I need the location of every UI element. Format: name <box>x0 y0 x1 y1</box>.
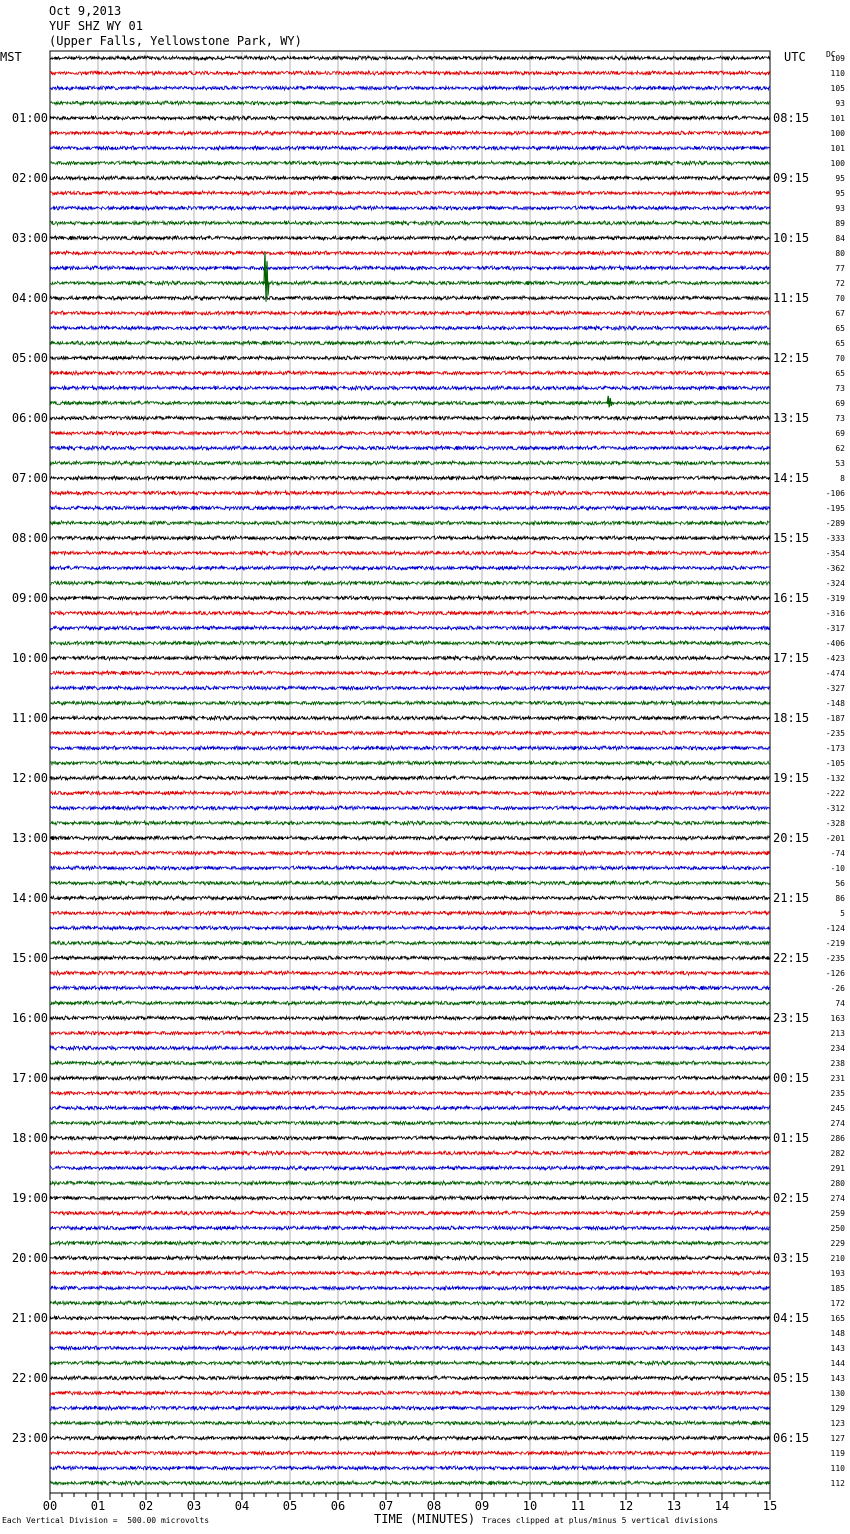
dc-offset-value: 274 <box>830 1119 845 1128</box>
left-hour-label: 14:00 <box>11 891 48 905</box>
trace-row <box>50 1091 770 1095</box>
trace-row <box>50 911 770 915</box>
x-tick-label: 09 <box>474 1499 490 1513</box>
x-tick-label: 06 <box>330 1499 346 1513</box>
dc-offset-value: 280 <box>830 1179 845 1188</box>
x-tick-label: 13 <box>666 1499 682 1513</box>
right-hour-label: 04:15 <box>773 1311 810 1325</box>
trace-row <box>50 221 770 225</box>
trace-row <box>50 311 770 315</box>
clip-note: Traces clipped at plus/minus 5 vertical divisions <box>482 1516 719 1525</box>
x-tick-label: 02 <box>138 1499 154 1513</box>
dc-offset-value: 110 <box>830 1464 845 1473</box>
right-hour-label: 01:15 <box>773 1131 810 1145</box>
trace-row <box>50 461 770 465</box>
trace-row <box>50 1151 770 1155</box>
trace-row <box>50 1391 770 1395</box>
trace-row <box>50 821 770 825</box>
station-location: (Upper Falls, Yellowstone Park, WY) <box>49 34 302 48</box>
trace-row <box>50 146 770 150</box>
dc-offset-value: 69 <box>835 399 845 408</box>
right-hour-label: 22:15 <box>773 951 810 965</box>
right-hour-label: 20:15 <box>773 831 810 845</box>
dc-offset-value: 69 <box>835 429 845 438</box>
dc-offset-value: 70 <box>835 294 845 303</box>
right-hour-label: 23:15 <box>773 1011 810 1025</box>
dc-offset-value: -148 <box>825 699 845 708</box>
dc-offset-value: 53 <box>835 459 845 468</box>
left-hour-label: 02:00 <box>11 171 48 185</box>
x-tick-label: 05 <box>282 1499 298 1513</box>
dc-offset-value: 291 <box>830 1164 845 1173</box>
dc-offset-value: 274 <box>830 1194 845 1203</box>
dc-offset-value: 8 <box>840 474 845 483</box>
dc-offset-value: 73 <box>835 384 845 393</box>
trace-row <box>50 686 770 690</box>
dc-offset-value: 163 <box>830 1014 845 1023</box>
trace-row <box>50 1301 770 1305</box>
dc-offset-value: -132 <box>825 774 845 783</box>
x-tick-label: 15 <box>762 1499 778 1513</box>
x-axis-title: TIME (MINUTES) <box>374 1512 476 1526</box>
dc-offset-value: -354 <box>825 549 845 558</box>
dc-offset-value: 148 <box>830 1329 845 1338</box>
right-timezone-label: UTC <box>784 50 806 64</box>
trace-row <box>50 986 770 990</box>
trace-row <box>50 641 770 645</box>
trace-row <box>50 611 770 615</box>
dc-offset-value: -406 <box>825 639 845 648</box>
left-hour-label: 07:00 <box>11 471 48 485</box>
dc-offset-value: 127 <box>830 1434 845 1443</box>
dc-offset-value: -201 <box>825 834 845 843</box>
left-hour-label: 12:00 <box>11 771 48 785</box>
trace-row <box>50 296 770 300</box>
trace-row <box>50 881 770 885</box>
trace-row <box>50 941 770 945</box>
x-tick-label: 01 <box>90 1499 106 1513</box>
trace-row <box>50 551 770 555</box>
trace-row <box>50 566 770 570</box>
right-hour-label: 12:15 <box>773 351 810 365</box>
dc-offset-value: 67 <box>835 309 845 318</box>
trace-row <box>50 161 770 165</box>
trace-row <box>50 1121 770 1125</box>
dc-offset-value: -222 <box>825 789 845 798</box>
dc-offset-value: 77 <box>835 264 845 273</box>
right-hour-label: 02:15 <box>773 1191 810 1205</box>
dc-offset-value: 84 <box>835 234 845 243</box>
x-tick-label: 08 <box>426 1499 442 1513</box>
dc-offset-value: 234 <box>830 1044 845 1053</box>
trace-row <box>50 1136 770 1140</box>
trace-row <box>50 956 770 960</box>
trace-row <box>50 1436 770 1440</box>
left-hour-label: 04:00 <box>11 291 48 305</box>
dc-offset-value: -187 <box>825 714 845 723</box>
dc-offset-value: 172 <box>830 1299 845 1308</box>
left-hour-label: 21:00 <box>11 1311 48 1325</box>
trace-row <box>50 671 770 675</box>
dc-offset-value: 286 <box>830 1134 845 1143</box>
trace-row <box>50 1106 770 1110</box>
left-hour-label: 22:00 <box>11 1371 48 1385</box>
trace-row <box>50 536 770 540</box>
trace-row <box>50 386 770 390</box>
dc-offset-value: 93 <box>835 99 845 108</box>
dc-offset-value: 65 <box>835 369 845 378</box>
dc-offset-value: -74 <box>830 849 845 858</box>
dc-offset-value: 100 <box>830 129 845 138</box>
dc-offset-value: 130 <box>830 1389 845 1398</box>
left-hour-label: 06:00 <box>11 411 48 425</box>
left-hour-label: 10:00 <box>11 651 48 665</box>
right-hour-label: 05:15 <box>773 1371 810 1385</box>
trace-row <box>50 446 770 450</box>
trace-row <box>50 356 770 360</box>
dc-offset-value: 72 <box>835 279 845 288</box>
dc-header-label: DC <box>826 50 836 59</box>
right-hour-label: 13:15 <box>773 411 810 425</box>
dc-offset-value: -328 <box>825 819 845 828</box>
dc-offset-value: 185 <box>830 1284 845 1293</box>
right-hour-label: 16:15 <box>773 591 810 605</box>
dc-offset-value: 86 <box>835 894 845 903</box>
dc-offset-value: 231 <box>830 1074 845 1083</box>
trace-row <box>50 521 770 525</box>
right-hour-label: 11:15 <box>773 291 810 305</box>
dc-offset-value: 65 <box>835 339 845 348</box>
scale-note: Each Vertical Division = 500.00 microvolts <box>2 1516 210 1525</box>
dc-offset-value: 235 <box>830 1089 845 1098</box>
right-hour-label: 14:15 <box>773 471 810 485</box>
left-hour-label: 11:00 <box>11 711 48 725</box>
trace-row <box>50 731 770 735</box>
dc-offset-value: -333 <box>825 534 845 543</box>
dc-offset-value: 259 <box>830 1209 845 1218</box>
trace-row <box>50 776 770 780</box>
right-hour-label: 17:15 <box>773 651 810 665</box>
trace-row <box>50 1376 770 1380</box>
dc-offset-value: -319 <box>825 594 845 603</box>
dc-offset-value: -126 <box>825 969 845 978</box>
trace-row <box>50 401 770 405</box>
dc-offset-value: -317 <box>825 624 845 633</box>
left-hour-label: 23:00 <box>11 1431 48 1445</box>
x-tick-label: 11 <box>570 1499 586 1513</box>
dc-offset-value: -474 <box>825 669 845 678</box>
trace-row <box>50 1481 770 1485</box>
x-tick-label: 00 <box>42 1499 58 1513</box>
left-hour-label: 17:00 <box>11 1071 48 1085</box>
trace-row <box>50 56 770 60</box>
right-hour-label: 15:15 <box>773 531 810 545</box>
trace-row <box>50 1466 770 1470</box>
trace-row <box>50 746 770 750</box>
right-hour-label: 18:15 <box>773 711 810 725</box>
trace-row <box>50 581 770 585</box>
dc-offset-value: 70 <box>835 354 845 363</box>
dc-offset-value: 213 <box>830 1029 845 1038</box>
left-hour-label: 18:00 <box>11 1131 48 1145</box>
trace-row <box>50 176 770 180</box>
left-hour-label: 20:00 <box>11 1251 48 1265</box>
trace-row <box>50 371 770 375</box>
dc-offset-value: -26 <box>830 984 845 993</box>
trace-row <box>50 596 770 600</box>
trace-row <box>50 236 770 240</box>
right-hour-label: 19:15 <box>773 771 810 785</box>
event-spike <box>264 252 269 302</box>
x-tick-label: 07 <box>378 1499 394 1513</box>
dc-offset-value: 62 <box>835 444 845 453</box>
right-hour-label: 06:15 <box>773 1431 810 1445</box>
dc-offset-value: 282 <box>830 1149 845 1158</box>
trace-row <box>50 701 770 705</box>
right-hour-label: 10:15 <box>773 231 810 245</box>
dc-offset-value: 210 <box>830 1254 845 1263</box>
x-tick-label: 14 <box>714 1499 730 1513</box>
dc-offset-value: -105 <box>825 759 845 768</box>
dc-offset-value: 73 <box>835 414 845 423</box>
dc-offset-value: -312 <box>825 804 845 813</box>
dc-offset-value: 74 <box>835 999 845 1008</box>
x-tick-label: 10 <box>522 1499 538 1513</box>
dc-offset-value: 112 <box>830 1479 845 1488</box>
dc-offset-value: 95 <box>835 174 845 183</box>
x-tick-label: 12 <box>618 1499 634 1513</box>
dc-offset-value: -173 <box>825 744 845 753</box>
dc-offset-value: 123 <box>830 1419 845 1428</box>
trace-row <box>50 1361 770 1365</box>
dc-offset-value: 143 <box>830 1344 845 1353</box>
right-hour-label: 09:15 <box>773 171 810 185</box>
trace-row <box>50 1256 770 1260</box>
trace-row <box>50 1331 770 1335</box>
dc-offset-value: 101 <box>830 114 845 123</box>
trace-row <box>50 866 770 870</box>
dc-offset-value: 245 <box>830 1104 845 1113</box>
trace-row <box>50 761 770 765</box>
dc-offset-value: -289 <box>825 519 845 528</box>
trace-row <box>50 1241 770 1245</box>
trace-row <box>50 491 770 495</box>
trace-row <box>50 191 770 195</box>
dc-offset-value: 105 <box>830 84 845 93</box>
trace-row <box>50 1016 770 1020</box>
dc-offset-value: -10 <box>830 864 845 873</box>
trace-row <box>50 101 770 105</box>
trace-row <box>50 791 770 795</box>
trace-row <box>50 896 770 900</box>
trace-row <box>50 1286 770 1290</box>
dc-offset-value: -195 <box>825 504 845 513</box>
left-hour-label: 13:00 <box>11 831 48 845</box>
trace-row <box>50 1046 770 1050</box>
right-hour-label: 00:15 <box>773 1071 810 1085</box>
dc-offset-value: -324 <box>825 579 845 588</box>
dc-offset-value: -327 <box>825 684 845 693</box>
dc-offset-value: 109 <box>830 54 845 63</box>
dc-offset-value: 93 <box>835 204 845 213</box>
trace-row <box>50 416 770 420</box>
right-hour-label: 08:15 <box>773 111 810 125</box>
dc-offset-value: -219 <box>825 939 845 948</box>
dc-offset-value: 144 <box>830 1359 845 1368</box>
dc-offset-value: 143 <box>830 1374 845 1383</box>
trace-row <box>50 266 770 270</box>
dc-offset-value: 89 <box>835 219 845 228</box>
trace-row <box>50 506 770 510</box>
dc-offset-value: 119 <box>830 1449 845 1458</box>
dc-offset-value: 5 <box>840 909 845 918</box>
dc-offset-value: 238 <box>830 1059 845 1068</box>
left-hour-label: 08:00 <box>11 531 48 545</box>
dc-offset-value: -423 <box>825 654 845 663</box>
dc-offset-value: 250 <box>830 1224 845 1233</box>
trace-row <box>50 476 770 480</box>
left-hour-label: 03:00 <box>11 231 48 245</box>
x-tick-label: 03 <box>186 1499 202 1513</box>
trace-row <box>50 851 770 855</box>
trace-row <box>50 1406 770 1410</box>
trace-row <box>50 1061 770 1065</box>
dc-offset-value: 129 <box>830 1404 845 1413</box>
dc-offset-value: -106 <box>825 489 845 498</box>
station-code: YUF SHZ WY 01 <box>49 19 143 33</box>
dc-offset-value: -235 <box>825 954 845 963</box>
left-hour-label: 15:00 <box>11 951 48 965</box>
dc-offset-value: 193 <box>830 1269 845 1278</box>
dc-offset-value: 80 <box>835 249 845 258</box>
dc-offset-value: -124 <box>825 924 845 933</box>
plot-date: Oct 9,2013 <box>49 4 122 18</box>
trace-row <box>50 971 770 975</box>
trace-row <box>50 806 770 810</box>
trace-row <box>50 431 770 435</box>
trace-row <box>50 1316 770 1320</box>
left-hour-label: 16:00 <box>11 1011 48 1025</box>
left-hour-label: 09:00 <box>11 591 48 605</box>
trace-row <box>50 1001 770 1005</box>
trace-row <box>50 86 770 90</box>
trace-row <box>50 1211 770 1215</box>
dc-offset-value: -316 <box>825 609 845 618</box>
dc-offset-value: 56 <box>835 879 845 888</box>
trace-row <box>50 716 770 720</box>
dc-offset-value: 110 <box>830 69 845 78</box>
trace-row <box>50 1271 770 1275</box>
trace-row <box>50 1226 770 1230</box>
trace-row <box>50 656 770 660</box>
dc-offset-value: 165 <box>830 1314 845 1323</box>
trace-row <box>50 1031 770 1035</box>
left-hour-label: 05:00 <box>11 351 48 365</box>
trace-row <box>50 1421 770 1425</box>
dc-offset-value: 100 <box>830 159 845 168</box>
dc-offset-value: 229 <box>830 1239 845 1248</box>
left-hour-label: 01:00 <box>11 111 48 125</box>
trace-row <box>50 1196 770 1200</box>
trace-row <box>50 1181 770 1185</box>
right-hour-label: 03:15 <box>773 1251 810 1265</box>
x-tick-label: 04 <box>234 1499 250 1513</box>
trace-row <box>50 131 770 135</box>
trace-row <box>50 1076 770 1080</box>
left-timezone-label: MST <box>0 50 22 64</box>
dc-offset-value: 65 <box>835 324 845 333</box>
trace-row <box>50 251 770 255</box>
trace-row <box>50 116 770 120</box>
dc-offset-value: 95 <box>835 189 845 198</box>
trace-row <box>50 626 770 630</box>
trace-row <box>50 926 770 930</box>
dc-offset-value: -235 <box>825 729 845 738</box>
trace-row <box>50 1166 770 1170</box>
right-hour-label: 21:15 <box>773 891 810 905</box>
trace-row <box>50 206 770 210</box>
left-hour-label: 19:00 <box>11 1191 48 1205</box>
dc-offset-value: -362 <box>825 564 845 573</box>
trace-row <box>50 71 770 75</box>
trace-row <box>50 836 770 840</box>
trace-row <box>50 1346 770 1350</box>
trace-row <box>50 281 770 285</box>
trace-row <box>50 341 770 345</box>
trace-row <box>50 1451 770 1455</box>
trace-row <box>50 326 770 330</box>
dc-offset-value: 101 <box>830 144 845 153</box>
